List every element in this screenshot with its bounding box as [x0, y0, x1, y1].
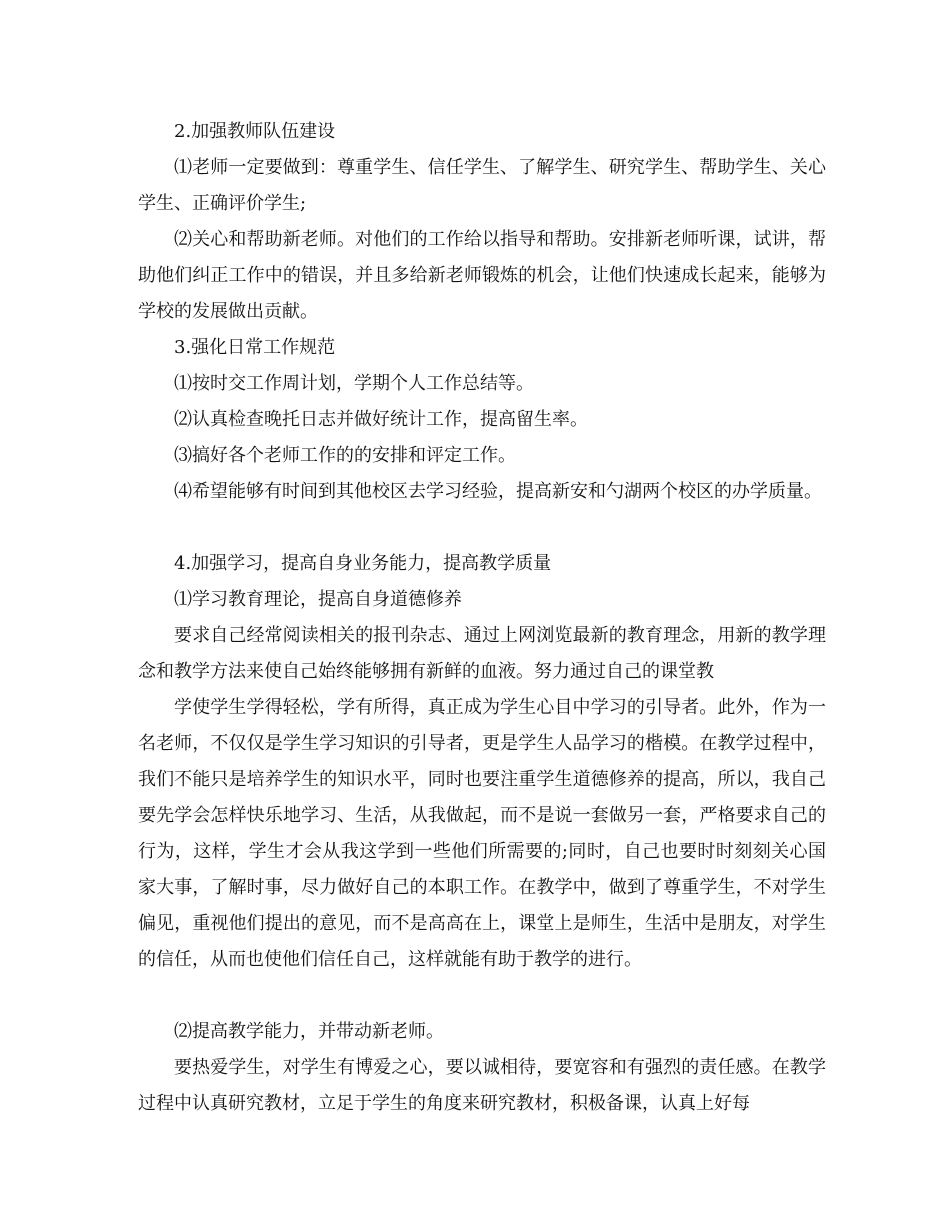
paragraph-read-journals: 要求自己经常阅读相关的报刊杂志、通过上网浏览最新的教育理念，用新的教学理念和教学方法来使自己始终能够拥有新鲜的血液。努力通过自己的课堂教: [138, 625, 826, 682]
paragraph-love-students: 要热爱学生，对学生有博爱之心，要以诚相待，要宽容和有强烈的责任感。在教学过程中认真研究教材，立足于学生的角度来研究教材，积极备课，认真上好每: [138, 1057, 826, 1114]
paragraph-respect-students: ⑴老师一定要做到：尊重学生、信任学生、了解学生、研究学生、帮助学生、关心学生、正确评价学生;: [138, 157, 826, 214]
paragraph-arrange-work: ⑶搞好各个老师工作的的安排和评定工作。: [174, 445, 516, 466]
section-heading-daily-work: 3.强化日常工作规范: [174, 337, 336, 358]
paragraph-weekly-plan: ⑴按时交工作周计划，学期个人工作总结等。: [174, 373, 534, 394]
section-heading-teacher-team: 2.加强教师队伍建设: [174, 121, 336, 142]
paragraph-education-theory: ⑴学习教育理论，提高自身道德修养: [174, 589, 462, 610]
paragraph-guide-students: 学使学生学得轻松，学有所得，真正成为学生心目中学习的引导者。此外，作为一名老师，不仅仅是学生学习知识的引导者，更是学生人品学习的楷模。在教学过程中，我们不能只是培养学生的知识水平，同时也要注重学生道德修养的提高，所以，我自己要先学会怎样快乐地学习、生活，从我做起，而不是说一套做另一套，严格要求自己的行为，这样，学生才会从我这学到一些他们所需要的;同时，自己也要时时刻刻关心国家大事，了解时事，尽力做好自己的本职工作。在教学中，做到了尊重学生，不对学生偏见，重视他们提出的意见，而不是高高在上，课堂上是师生，生活中是朋友，对学生的信任，从而也使他们信任自己，这样就能有助于教学的进行。: [138, 697, 826, 970]
paragraph-teaching-ability: ⑵提高教学能力，并带动新老师。: [174, 1021, 444, 1042]
paragraph-visit-campuses: ⑷希望能够有时间到其他校区去学习经验，提高新安和勺湖两个校区的办学质量。: [174, 481, 822, 502]
section-heading-study: 4.加强学习，提高自身业务能力，提高教学质量: [174, 553, 552, 574]
paragraph-check-logs: ⑵认真检查晚托日志并做好统计工作，提高留生率。: [174, 409, 588, 430]
paragraph-help-new-teachers: ⑵关心和帮助新老师。对他们的工作给以指导和帮助。安排新老师听课，试讲，帮助他们纠正工作中的错误，并且多给新老师锻炼的机会，让他们快速成长起来，能够为学校的发展做出贡献。: [138, 229, 826, 322]
